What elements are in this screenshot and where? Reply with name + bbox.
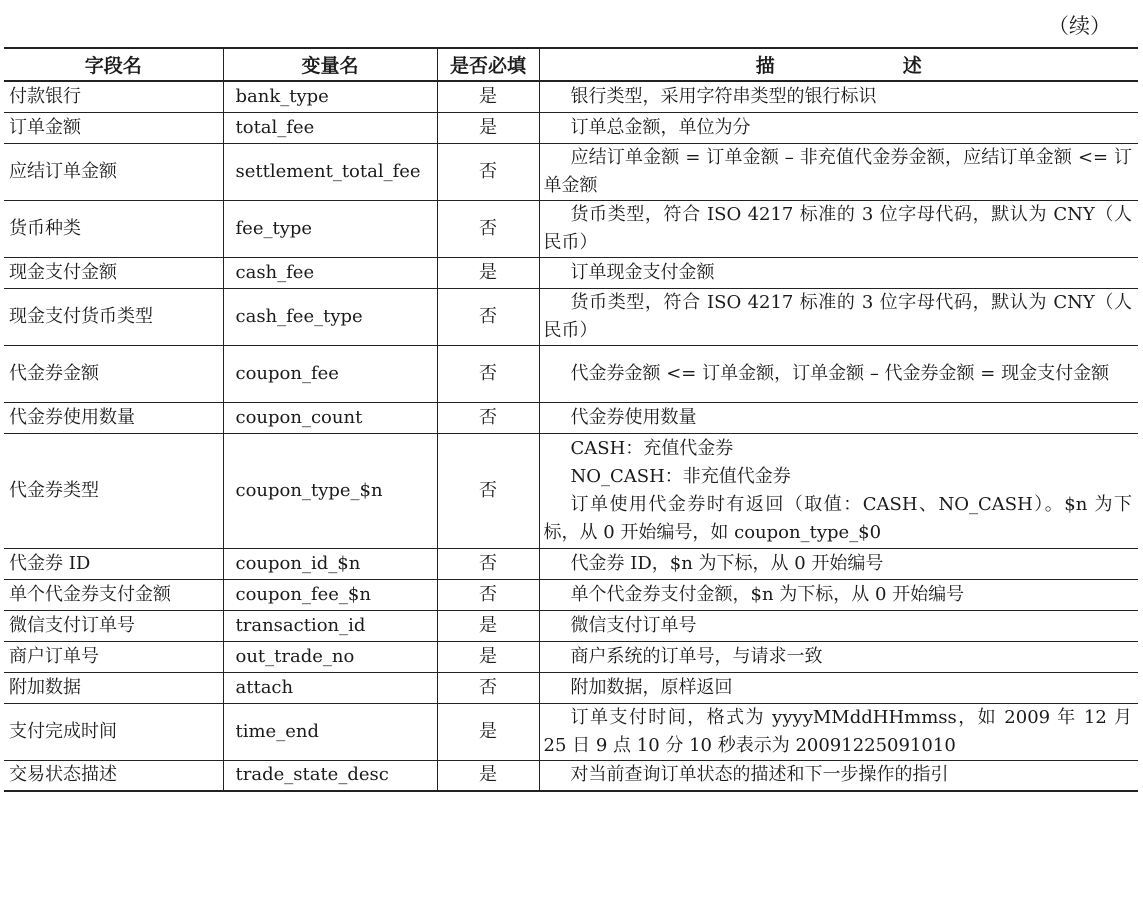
variable-name-cell: total_fee [223, 112, 437, 143]
description-text: NO_CASH：非充值代金券 [570, 465, 791, 487]
description-cell [539, 345, 1138, 402]
description-cell [539, 433, 1138, 548]
field-name-cell: 附加数据 [4, 672, 223, 703]
description-text: 订单支付时间，格式为 yyyyMMddHHmmss，如 2009 年 12 月 25 日 9 点 10 分 10 秒表示为 20091225091010 [543, 706, 1132, 756]
variable-name-cell: cash_fee [223, 257, 437, 288]
description-cell [539, 760, 1138, 791]
required-cell: 否 [437, 288, 539, 345]
variable-name-cell: time_end [223, 703, 437, 760]
description-cell [539, 610, 1138, 641]
description-text: 银行类型，采用字符串类型的银行标识 [570, 85, 877, 107]
header-variable-name: 变量名 [223, 48, 437, 81]
description-cell [539, 112, 1138, 143]
required-cell: 是 [437, 112, 539, 143]
field-name-cell: 商户订单号 [4, 641, 223, 672]
description-text: 订单现金支付金额 [570, 261, 715, 283]
description-text: 对当前查询订单状态的描述和下一步操作的指引 [570, 764, 949, 786]
description-text: 应结订单金额 = 订单金额 – 非充值代金券金额，应结订单金额 <= 订单金额 [543, 146, 1132, 196]
required-cell: 否 [437, 672, 539, 703]
description-cell [539, 548, 1138, 579]
field-name-cell: 交易状态描述 [4, 760, 223, 791]
field-name-cell: 现金支付货币类型 [4, 288, 223, 345]
field-name-cell: 货币种类 [4, 200, 223, 257]
continued-label: （续） [1048, 14, 1111, 38]
description-cell [539, 703, 1138, 760]
description-text: 单个代金券支付金额，$n 为下标，从 0 开始编号 [570, 583, 965, 605]
required-cell: 是 [437, 703, 539, 760]
field-name-cell: 订单金额 [4, 112, 223, 143]
required-cell: 否 [437, 579, 539, 610]
variable-name-cell: coupon_id_$n [223, 548, 437, 579]
variable-name-cell: attach [223, 672, 437, 703]
description-cell [539, 200, 1138, 257]
description-text: 附加数据，原样返回 [570, 676, 733, 698]
description-cell [539, 143, 1138, 200]
field-name-cell: 付款银行 [4, 81, 223, 112]
required-cell: 是 [437, 257, 539, 288]
required-cell: 是 [437, 81, 539, 112]
table-header-row [4, 48, 1138, 81]
variable-name-cell: coupon_fee [223, 345, 437, 402]
field-name-cell: 应结订单金额 [4, 143, 223, 200]
required-cell: 否 [437, 143, 539, 200]
table-row [4, 548, 1138, 579]
description-cell [539, 81, 1138, 112]
required-cell: 是 [437, 610, 539, 641]
description-text: 订单总金额，单位为分 [570, 116, 751, 138]
table-row [4, 641, 1138, 672]
description-text: 货币类型，符合 ISO 4217 标准的 3 位字母代码，默认为 CNY（人民币） [543, 203, 1132, 253]
description-text: 商户系统的订单号，与请求一致 [570, 645, 823, 667]
variable-name-cell: fee_type [223, 200, 437, 257]
field-name-cell: 微信支付订单号 [4, 610, 223, 641]
description-cell [539, 288, 1138, 345]
required-cell: 否 [437, 200, 539, 257]
table-row [4, 200, 1138, 257]
header-description: 描 述 [539, 48, 1138, 81]
required-cell: 是 [437, 641, 539, 672]
table-row [4, 579, 1138, 610]
table-row [4, 143, 1138, 200]
required-cell: 否 [437, 345, 539, 402]
description-text: 微信支付订单号 [570, 614, 697, 636]
field-name-cell: 现金支付金额 [4, 257, 223, 288]
description-cell [539, 641, 1138, 672]
description-cell [539, 579, 1138, 610]
description-cell [539, 402, 1138, 433]
required-cell: 否 [437, 548, 539, 579]
description-cell [539, 672, 1138, 703]
table-row [4, 288, 1138, 345]
field-name-cell: 代金券金额 [4, 345, 223, 402]
variable-name-cell: coupon_type_$n [223, 433, 437, 548]
variable-name-cell: bank_type [223, 81, 437, 112]
field-name-cell: 代金券使用数量 [4, 402, 223, 433]
table-row [4, 345, 1138, 402]
variable-name-cell: out_trade_no [223, 641, 437, 672]
table-row [4, 81, 1138, 112]
description-text: 货币类型，符合 ISO 4217 标准的 3 位字母代码，默认为 CNY（人民币） [543, 291, 1132, 341]
variable-name-cell: coupon_count [223, 402, 437, 433]
field-name-cell: 代金券类型 [4, 433, 223, 548]
table-row [4, 257, 1138, 288]
header-field-name: 字段名 [4, 48, 223, 81]
required-cell: 否 [437, 402, 539, 433]
table-row [4, 433, 1138, 548]
header-required: 是否必填 [437, 48, 539, 81]
description-text: 代金券 ID，$n 为下标，从 0 开始编号 [570, 552, 884, 574]
variable-name-cell: settlement_total_fee [223, 143, 437, 200]
variable-name-cell: trade_state_desc [223, 760, 437, 791]
table-row [4, 402, 1138, 433]
description-cell [539, 257, 1138, 288]
required-cell: 是 [437, 760, 539, 791]
table-row [4, 112, 1138, 143]
description-text: 代金券金额 <= 订单金额，订单金额 – 代金券金额 = 现金支付金额 [570, 362, 1110, 384]
description-text: 代金券使用数量 [570, 406, 697, 428]
table-row [4, 703, 1138, 760]
table-row [4, 760, 1138, 791]
table-row [4, 672, 1138, 703]
variable-name-cell: coupon_fee_$n [223, 579, 437, 610]
description-text: 订单使用代金券时有返回（取值：CASH、NO_CASH）。$n 为下标，从 0 开始编号，如 coupon_type_$0 [543, 493, 1132, 543]
required-cell: 否 [437, 433, 539, 548]
variable-name-cell: cash_fee_type [223, 288, 437, 345]
field-name-cell: 单个代金券支付金额 [4, 579, 223, 610]
description-text: CASH：充值代金券 [570, 437, 734, 459]
field-table [4, 47, 1138, 792]
variable-name-cell: transaction_id [223, 610, 437, 641]
table-row [4, 610, 1138, 641]
field-name-cell: 支付完成时间 [4, 703, 223, 760]
field-name-cell: 代金券 ID [4, 548, 223, 579]
